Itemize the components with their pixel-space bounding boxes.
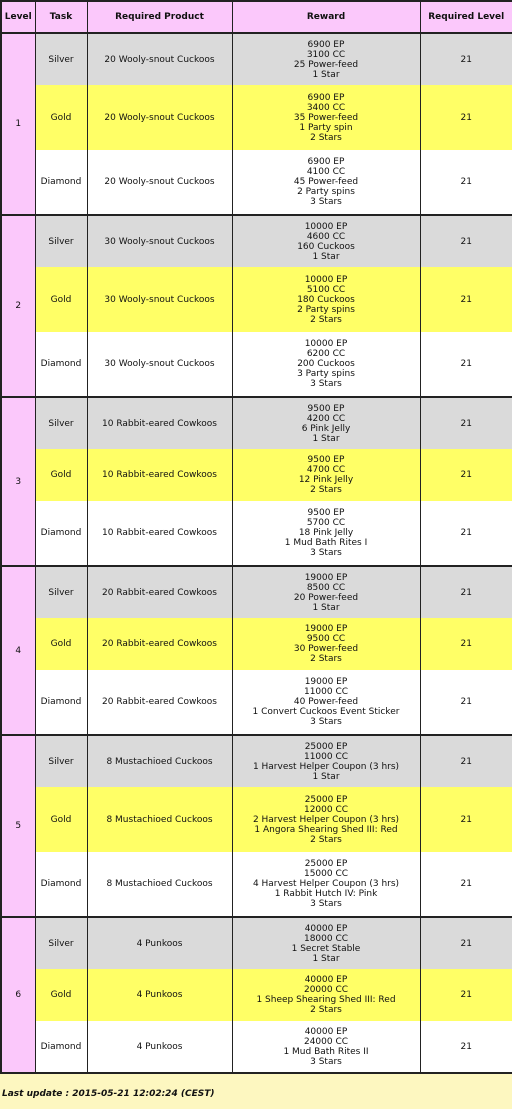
reward-line: 9500 CC — [306, 634, 346, 644]
reward-line: 3400 CC — [306, 102, 346, 113]
header-row — [1, 1, 512, 33]
reward-line: 12000 CC — [303, 804, 349, 815]
header-level: Level — [1, 1, 35, 33]
reward-line: 40000 EP — [304, 1026, 348, 1037]
reward-line: 3 Stars — [310, 1056, 342, 1067]
required-level-cell: 21 — [420, 150, 512, 215]
reward-line: 1 Star — [312, 771, 340, 782]
table-row — [1, 267, 512, 332]
table-row — [1, 670, 512, 735]
last-update-footer: Last update : 2015-05-21 12:02:24 (CEST) — [2, 1089, 215, 1099]
reward-cell — [232, 397, 420, 449]
reward-cell — [232, 618, 420, 670]
reward-line: 3 Party spins — [297, 369, 355, 379]
reward-line: 1 Party spin — [299, 122, 353, 133]
task-cell: Gold — [35, 618, 87, 670]
reward-line: 1 Star — [312, 251, 340, 262]
required-level-cell: 21 — [420, 449, 512, 501]
required-product-cell: 10 Rabbit-eared Cowkoos — [87, 501, 232, 566]
task-cell: Diamond — [35, 852, 87, 917]
reward-line: 8500 CC — [306, 582, 346, 593]
reward-line: 1 Star — [312, 602, 340, 613]
reward-cell — [232, 267, 420, 332]
reward-line: 40000 EP — [304, 923, 348, 934]
required-product-cell: 4 Punkoos — [87, 1021, 232, 1073]
reward-line: 1 Harvest Helper Coupon (3 hrs) — [252, 761, 400, 772]
required-level-cell: 21 — [420, 397, 512, 449]
required-product-cell: 20 Wooly-snout Cuckoos — [87, 150, 232, 215]
reward-line: 1 Rabbit Hutch IV: Pink — [274, 889, 378, 899]
task-cell: Silver — [35, 33, 87, 85]
task-cell: Gold — [35, 267, 87, 332]
reward-line: 1 Mud Bath Rites I — [284, 538, 368, 548]
required-level-cell: 21 — [420, 1021, 512, 1073]
reward-cell — [232, 332, 420, 397]
required-product-cell: 20 Rabbit-eared Cowkoos — [87, 618, 232, 670]
reward-line: 2 Stars — [310, 834, 342, 845]
reward-line: 1 Angora Shearing Shed III: Red — [254, 824, 398, 835]
reward-line: 10000 EP — [304, 274, 348, 285]
level-cell: 6 — [1, 917, 35, 1073]
level-cell: 1 — [1, 33, 35, 215]
task-cell: Gold — [35, 449, 87, 501]
table-row — [1, 787, 512, 852]
task-cell: Gold — [35, 85, 87, 150]
reward-cell — [232, 566, 420, 618]
required-level-cell: 21 — [420, 501, 512, 566]
reward-cell — [232, 787, 420, 852]
required-product-cell: 30 Wooly-snout Cuckoos — [87, 267, 232, 332]
reward-line: 5100 CC — [306, 284, 346, 295]
reward-line: 6900 EP — [307, 39, 345, 50]
reward-line: 10000 EP — [304, 339, 348, 349]
reward-line: 30 Power-feed — [293, 644, 359, 654]
required-level-cell: 21 — [420, 969, 512, 1021]
task-cell: Silver — [35, 735, 87, 787]
reward-line: 11000 CC — [303, 751, 349, 762]
required-level-cell: 21 — [420, 852, 512, 917]
reward-line: 1 Convert Cuckoos Event Sticker — [252, 707, 400, 717]
reward-line: 3 Stars — [310, 899, 342, 909]
required-product-cell: 30 Wooly-snout Cuckoos — [87, 215, 232, 267]
level-cell: 2 — [1, 215, 35, 397]
table-row — [1, 1021, 512, 1073]
reward-cell — [232, 501, 420, 566]
reward-line: 1 Mud Bath Rites II — [283, 1046, 369, 1057]
reward-line: 160 Cuckoos — [297, 241, 355, 252]
task-cell: Silver — [35, 566, 87, 618]
reward-line: 4 Harvest Helper Coupon (3 hrs) — [252, 879, 400, 889]
reward-line: 200 Cuckoos — [297, 359, 355, 369]
required-level-cell: 21 — [420, 215, 512, 267]
table-row — [1, 85, 512, 150]
required-product-cell: 10 Rabbit-eared Cowkoos — [87, 397, 232, 449]
required-product-cell: 8 Mustachioed Cuckoos — [87, 852, 232, 917]
required-product-cell: 30 Wooly-snout Cuckoos — [87, 332, 232, 397]
reward-line: 2 Stars — [310, 654, 342, 664]
reward-line: 2 Harvest Helper Coupon (3 hrs) — [252, 814, 400, 825]
table-row — [1, 852, 512, 917]
required-level-cell: 21 — [420, 670, 512, 735]
table-row — [1, 566, 512, 618]
reward-cell — [232, 735, 420, 787]
table-row — [1, 33, 512, 85]
required-level-cell: 21 — [420, 618, 512, 670]
reward-line: 10000 EP — [304, 221, 348, 232]
reward-line: 20000 CC — [303, 985, 349, 995]
reward-cell — [232, 852, 420, 917]
required-product-cell: 20 Wooly-snout Cuckoos — [87, 85, 232, 150]
reward-line: 5700 CC — [306, 518, 346, 528]
reward-line: 2 Stars — [310, 314, 342, 325]
reward-cell — [232, 150, 420, 215]
reward-cell — [232, 33, 420, 85]
level-cell: 5 — [1, 735, 35, 917]
task-cell: Silver — [35, 215, 87, 267]
table-row — [1, 917, 512, 969]
table-row — [1, 501, 512, 566]
reward-line: 25000 EP — [304, 741, 348, 752]
reward-line: 20 Power-feed — [293, 592, 359, 603]
reward-line: 1 Secret Stable — [291, 943, 361, 954]
required-product-cell: 20 Wooly-snout Cuckoos — [87, 33, 232, 85]
reward-line: 4700 CC — [306, 465, 346, 475]
reward-line: 1 Star — [312, 433, 340, 444]
header-reward: Reward — [232, 1, 420, 33]
reward-line: 4600 CC — [306, 231, 346, 242]
task-cell: Diamond — [35, 670, 87, 735]
required-product-cell: 20 Rabbit-eared Cowkoos — [87, 566, 232, 618]
reward-line: 40000 EP — [304, 975, 348, 985]
required-level-cell: 21 — [420, 267, 512, 332]
reward-cell — [232, 215, 420, 267]
reward-line: 45 Power-feed — [293, 177, 359, 187]
reward-line: 19000 EP — [304, 677, 348, 687]
required-level-cell: 21 — [420, 33, 512, 85]
reward-line: 2 Party spins — [297, 187, 355, 197]
reward-line: 18 Pink Jelly — [298, 528, 354, 538]
required-product-cell: 4 Punkoos — [87, 969, 232, 1021]
reward-line: 2 Stars — [310, 1005, 342, 1015]
reward-line: 2 Stars — [310, 132, 342, 143]
task-cell: Silver — [35, 397, 87, 449]
reward-cell — [232, 670, 420, 735]
reward-cell — [232, 85, 420, 150]
table-row — [1, 150, 512, 215]
header-required-level: Required Level — [420, 1, 512, 33]
reward-line: 1 Star — [312, 69, 340, 80]
reward-line: 18000 CC — [303, 933, 349, 944]
table-row — [1, 735, 512, 787]
required-product-cell: 10 Rabbit-eared Cowkoos — [87, 449, 232, 501]
reward-line: 3 Stars — [310, 548, 342, 558]
task-cell: Diamond — [35, 332, 87, 397]
reward-line: 35 Power-feed — [293, 112, 359, 123]
required-level-cell: 21 — [420, 787, 512, 852]
required-product-cell: 8 Mustachioed Cuckoos — [87, 787, 232, 852]
task-cell: Silver — [35, 917, 87, 969]
task-cell: Diamond — [35, 1021, 87, 1073]
reward-line: 9500 EP — [307, 455, 345, 465]
required-level-cell: 21 — [420, 332, 512, 397]
level-cell: 3 — [1, 397, 35, 566]
table-row — [1, 618, 512, 670]
reward-line: 40 Power-feed — [293, 697, 359, 707]
task-cell: Diamond — [35, 150, 87, 215]
table-body — [1, 33, 512, 1073]
reward-cell — [232, 969, 420, 1021]
reward-line: 25000 EP — [304, 859, 348, 869]
reward-line: 9500 EP — [307, 403, 345, 414]
reward-line: 25 Power-feed — [293, 59, 359, 70]
reward-line: 3100 CC — [306, 49, 346, 60]
reward-line: 19000 EP — [304, 624, 348, 634]
reward-line: 4200 CC — [306, 413, 346, 424]
reward-line: 180 Cuckoos — [297, 294, 355, 305]
reward-cell — [232, 449, 420, 501]
header-task: Task — [35, 1, 87, 33]
task-cell: Diamond — [35, 501, 87, 566]
table-row — [1, 332, 512, 397]
reward-line: 6200 CC — [306, 349, 346, 359]
required-product-cell: 20 Rabbit-eared Cowkoos — [87, 670, 232, 735]
task-cell: Gold — [35, 787, 87, 852]
reward-line: 12 Pink Jelly — [298, 475, 354, 485]
reward-line: 11000 CC — [303, 687, 349, 697]
reward-line: 15000 CC — [303, 869, 349, 879]
required-level-cell: 21 — [420, 566, 512, 618]
reward-line: 2 Stars — [310, 485, 342, 495]
table-row — [1, 449, 512, 501]
task-cell: Gold — [35, 969, 87, 1021]
reward-line: 2 Party spins — [297, 304, 355, 315]
table-row — [1, 397, 512, 449]
required-level-cell: 21 — [420, 85, 512, 150]
reward-line: 25000 EP — [304, 794, 348, 805]
reward-line: 9500 EP — [307, 508, 345, 518]
reward-line: 6 Pink Jelly — [301, 423, 351, 434]
reward-line: 4100 CC — [306, 167, 346, 177]
reward-line: 3 Stars — [310, 717, 342, 727]
reward-line: 1 Sheep Shearing Shed III: Red — [256, 995, 396, 1005]
required-product-cell: 8 Mustachioed Cuckoos — [87, 735, 232, 787]
reward-line: 3 Stars — [310, 379, 342, 389]
reward-line: 3 Stars — [310, 197, 342, 207]
reward-cell — [232, 917, 420, 969]
reward-line: 6900 EP — [307, 157, 345, 167]
header-required-product: Required Product — [87, 1, 232, 33]
table-row — [1, 969, 512, 1021]
level-cell: 4 — [1, 566, 35, 735]
reward-line: 1 Star — [312, 953, 340, 964]
table-row — [1, 215, 512, 267]
required-level-cell: 21 — [420, 735, 512, 787]
reward-line: 6900 EP — [307, 92, 345, 103]
reward-line: 19000 EP — [304, 572, 348, 583]
reward-line: 24000 CC — [303, 1036, 349, 1047]
required-level-cell: 21 — [420, 917, 512, 969]
reward-cell — [232, 1021, 420, 1073]
required-product-cell: 4 Punkoos — [87, 917, 232, 969]
